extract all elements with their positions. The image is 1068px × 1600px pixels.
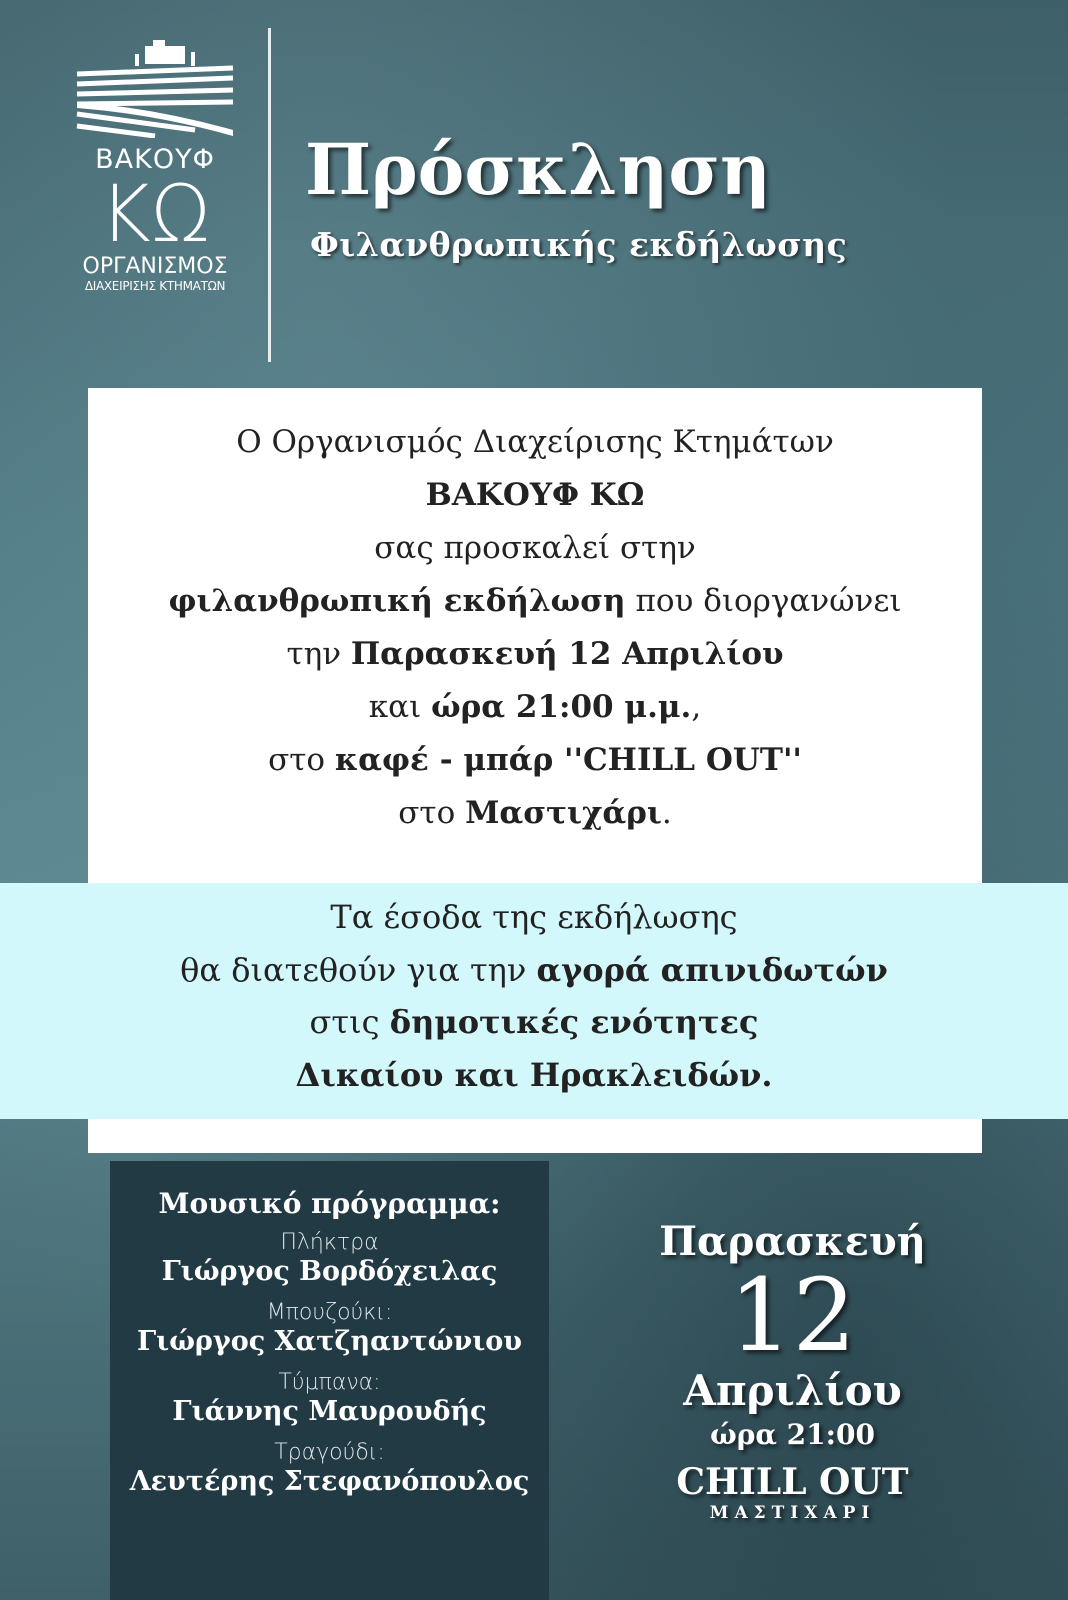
text: αγορά απινιδωτών — [536, 950, 888, 989]
performer-role: Τραγούδι: — [274, 1440, 385, 1465]
performer-role: Μπουζούκι: — [266, 1300, 393, 1325]
proceeds-band — [0, 883, 1068, 1119]
performer-name: Γιώργος Χατζηαντώνιου — [136, 1326, 522, 1357]
logo-org: ΟΡΓΑΝΙΣΜΟΣ — [82, 254, 228, 279]
line — [0, 996, 1068, 1049]
text: Ο Οργανισμός Διαχείρισης Κτημάτων — [236, 424, 834, 460]
event-date-number: 12 — [728, 1257, 857, 1374]
event-venue: CHILL OUT — [676, 1461, 909, 1503]
music-program — [110, 1161, 549, 1600]
org-name: ΒΑΚΟΥΦ ΚΩ — [425, 477, 645, 513]
line — [88, 628, 982, 681]
page-title: Πρόσκληση — [305, 128, 771, 211]
page-subtitle: Φιλανθρωπικής εκδήλωσης — [310, 225, 848, 264]
text: , — [691, 689, 702, 725]
location: Μαστιχάρι — [465, 795, 662, 831]
text: στις — [309, 1003, 390, 1041]
text: την — [286, 636, 351, 672]
text: θα διατεθούν για την — [180, 950, 537, 989]
line — [88, 681, 982, 734]
divider — [268, 28, 271, 362]
line — [88, 416, 982, 469]
event-time: ώρα 21:00 — [710, 1418, 875, 1451]
performer-name: Γιώργος Βορδόχειλας — [161, 1256, 498, 1287]
performer-role: Πλήκτρα — [280, 1230, 379, 1255]
event-day: Παρασκευή — [659, 1218, 926, 1265]
text: που διοργανώνει — [625, 583, 902, 619]
text: Τα έσοδα της εκδήλωσης — [330, 898, 738, 936]
invitation-text — [88, 416, 982, 840]
line — [0, 944, 1068, 997]
line — [88, 787, 982, 840]
logo-subtitle: ΔΙΑΧΕΙΡΙΣΗΣ ΚΤΗΜΑΤΩΝ — [84, 279, 226, 293]
text: . — [661, 795, 672, 831]
text: φιλανθρωπική εκδήλωση — [168, 583, 626, 619]
event-place: ΜΑΣΤΙΧΑΡΙ — [709, 1503, 876, 1523]
proceeds-text — [0, 891, 1068, 1101]
performer-name: Γιάννης Μαυρουδής — [172, 1396, 487, 1427]
logo-brand: ΒΑΚΟΥΦ — [95, 144, 215, 175]
venue: καφέ - μπάρ ''CHILL OUT'' — [334, 742, 802, 778]
music-heading: Μουσικό πρόγραμμα: — [158, 1187, 501, 1220]
performer-role: Τύμπανα: — [278, 1370, 381, 1395]
line — [0, 891, 1068, 944]
text: στο — [398, 795, 466, 831]
event-date: Παρασκευή 12 Απριλίου — [350, 636, 784, 672]
logo-initials: ΚΩ — [99, 170, 211, 260]
line — [88, 469, 982, 522]
event-summary — [640, 1218, 945, 1522]
text: σας προσκαλεί στην — [374, 530, 696, 566]
text: στο — [268, 742, 335, 778]
text: Δικαίου και Ηρακλειδών. — [295, 1055, 773, 1094]
line — [88, 734, 982, 787]
estate-landscape-icon — [75, 38, 235, 138]
event-time: ώρα 21:00 μ.μ. — [431, 689, 692, 725]
line — [0, 1049, 1068, 1102]
event-month: Απριλίου — [683, 1366, 902, 1415]
text: δημοτικές ενότητες — [389, 1003, 759, 1041]
performer-name: Λευτέρης Στεφανόπουλος — [129, 1466, 530, 1497]
line — [88, 522, 982, 575]
text: και — [368, 689, 432, 725]
line — [88, 575, 982, 628]
organization-logo — [70, 38, 240, 293]
